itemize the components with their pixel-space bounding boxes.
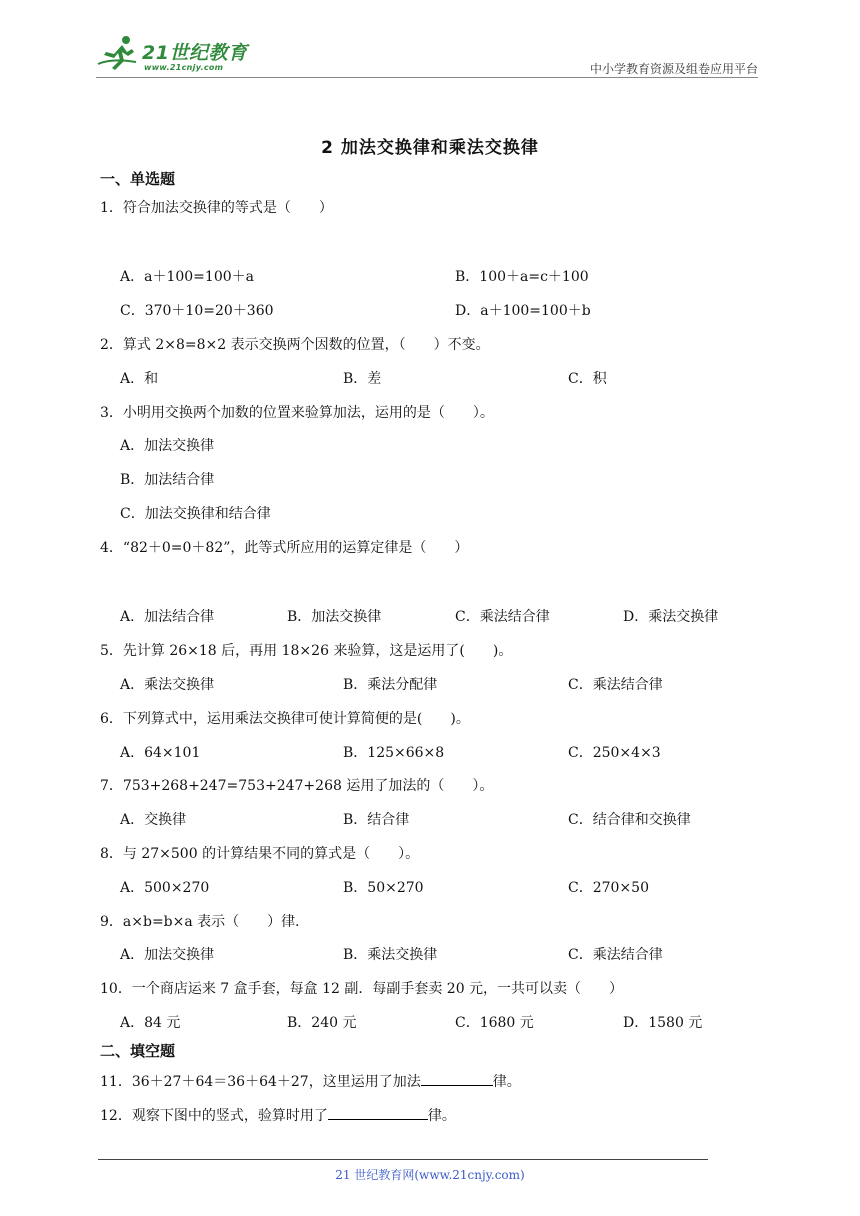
fill-question-suffix: 律。 xyxy=(427,1108,456,1124)
question-stem: 9．a×b=b×a 表示（ ）律． xyxy=(100,914,310,930)
option: A．a＋100=100＋a xyxy=(120,269,254,285)
logo-text: 21世纪教育 xyxy=(142,42,248,64)
option: B．50×270 xyxy=(343,880,424,896)
question-stem: 5．先计算 26×18 后，再用 18×26 来验算，这是运用了( )。 xyxy=(100,643,513,659)
option: B．100＋a=c＋100 xyxy=(455,269,589,285)
option: A．64×101 xyxy=(120,745,201,761)
option: A．84 元 xyxy=(120,1015,181,1031)
fill-question xyxy=(100,1104,456,1125)
option: C．加法交换律和结合律 xyxy=(120,506,271,522)
option: C．积 xyxy=(568,371,607,387)
footer-divider xyxy=(98,1159,708,1160)
option: D．a＋100=100＋b xyxy=(455,303,591,319)
question-stem: 6．下列算式中，运用乘法交换律可使计算简便的是( )。 xyxy=(100,711,470,727)
page-title: 2 加法交换律和乘法交换律 xyxy=(321,138,539,158)
page-header xyxy=(96,30,758,78)
site-logo[interactable] xyxy=(96,30,266,76)
option: B．乘法交换律 xyxy=(343,947,438,963)
option: A．乘法交换律 xyxy=(120,677,215,693)
footer-text[interactable]: 21 世纪教育网(www.21cnjy.com) xyxy=(335,1168,525,1182)
option: C．1680 元 xyxy=(455,1015,534,1031)
fill-question xyxy=(100,1070,521,1091)
option: D．1580 元 xyxy=(623,1015,703,1031)
option: B．差 xyxy=(343,371,382,387)
logo-url: www.21cnjy.com xyxy=(144,63,224,72)
option: B．加法交换律 xyxy=(287,609,382,625)
option: C．370＋10=20＋360 xyxy=(120,303,274,319)
fill-question-suffix: 律。 xyxy=(492,1074,521,1090)
fill-question-text: 12．观察下图中的竖式，验算时用了 xyxy=(100,1108,328,1124)
option: A．加法结合律 xyxy=(120,609,215,625)
option: A．加法交换律 xyxy=(120,438,215,454)
option: B．结合律 xyxy=(343,812,410,828)
question-stem: 4．“82＋0=0＋82”，此等式所应用的运算定律是（ ） xyxy=(100,540,469,556)
question-stem: 1．符合加法交换律的等式是（ ） xyxy=(100,200,333,216)
option: A．加法交换律 xyxy=(120,947,215,963)
answer-blank[interactable] xyxy=(421,1070,493,1086)
option: C．250×4×3 xyxy=(568,745,661,761)
option: B．乘法分配律 xyxy=(343,677,438,693)
header-divider xyxy=(96,77,758,78)
option: C．乘法结合律 xyxy=(568,677,663,693)
option: B．125×66×8 xyxy=(343,745,445,761)
question-stem: 7．753+268+247=753+247+268 运用了加法的（ ）。 xyxy=(100,778,494,794)
option: C．乘法结合律 xyxy=(568,947,663,963)
option: A．500×270 xyxy=(120,880,210,896)
option: A．交换律 xyxy=(120,812,187,828)
option: C．结合律和交换律 xyxy=(568,812,691,828)
option: A．和 xyxy=(120,371,159,387)
runner-logo-icon xyxy=(96,34,140,74)
option: B．加法结合律 xyxy=(120,472,215,488)
option: C．乘法结合律 xyxy=(455,609,550,625)
section-heading-fill-blank: 二、填空题 xyxy=(100,1042,176,1060)
answer-blank[interactable] xyxy=(328,1104,428,1120)
question-stem: 10．一个商店运来 7 盒手套，每盒 12 副．每副手套卖 20 元，一共可以卖（ ） xyxy=(100,981,624,997)
question-stem: 2．算式 2×8=8×2 表示交换两个因数的位置，（ ）不变。 xyxy=(100,337,490,353)
question-stem: 3．小明用交换两个加数的位置来验算加法，运用的是（ ）。 xyxy=(100,405,494,421)
platform-name: 中小学教育资源及组卷应用平台 xyxy=(589,62,758,76)
option: C．270×50 xyxy=(568,880,649,896)
question-stem: 8．与 27×500 的计算结果不同的算式是（ ）。 xyxy=(100,846,420,862)
fill-question-text: 11．36＋27＋64＝36＋64＋27，这里运用了加法 xyxy=(100,1074,421,1090)
section-heading-single-choice: 一、单选题 xyxy=(100,170,176,188)
option: B．240 元 xyxy=(287,1015,357,1031)
option: D．乘法交换律 xyxy=(623,609,719,625)
